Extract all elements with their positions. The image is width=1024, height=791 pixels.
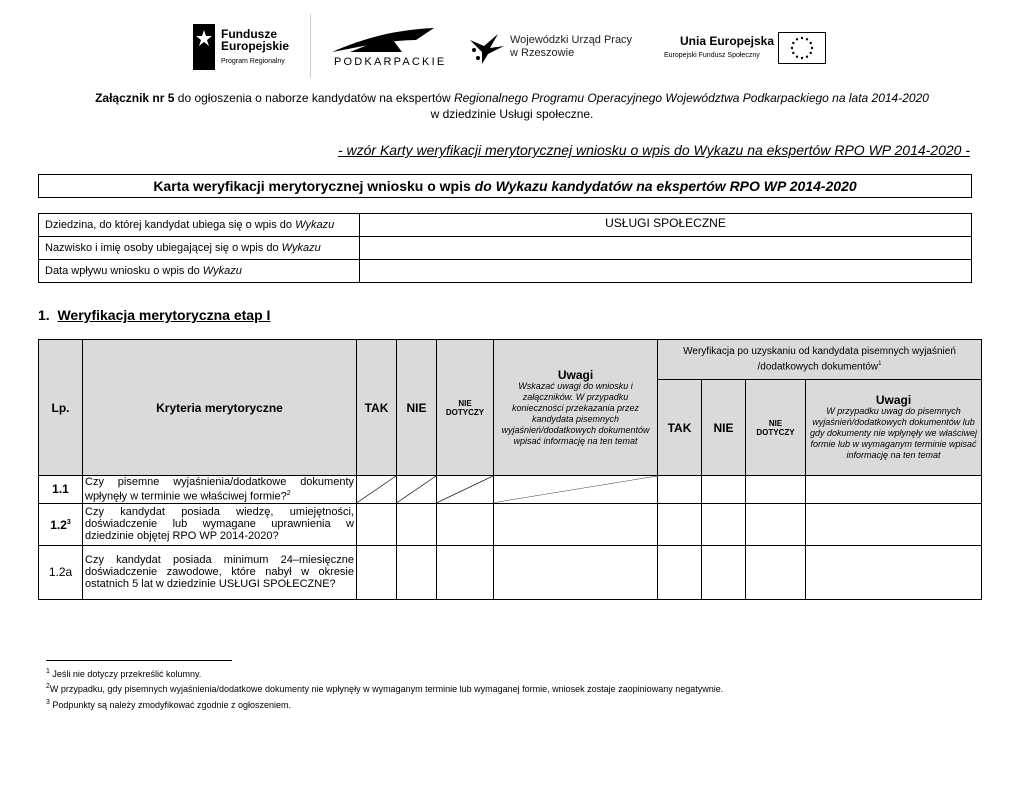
table-row	[39, 545, 982, 599]
wup-logo-line1: Wojewódzki Urząd Pracy	[510, 34, 633, 46]
row-nie-dotyczy-cell[interactable]	[437, 545, 494, 599]
podkarpackie-mountains-icon	[330, 26, 440, 54]
header-tak: TAK	[357, 340, 397, 476]
wup-logo	[468, 32, 638, 72]
fe-logo-line2: Europejskie	[221, 39, 290, 53]
row-lp: $1.2^3$	[39, 503, 83, 545]
row-nie-2-cell[interactable]	[702, 503, 746, 545]
row-lp: 1.1	[39, 476, 83, 504]
table-row	[39, 503, 982, 545]
podkarpackie-logo-text: PODKARPACKIE	[334, 56, 447, 68]
footnote-separator	[46, 660, 232, 661]
row-criterion: Czy kandydat posiada wiedzę, umiejętności, doświadczenie lub wymagane uprawnienia w dziedzinie objętej RPO WP 2014-2020?	[83, 503, 357, 545]
section-heading	[38, 307, 270, 323]
header-uwagi-2: Uwagi W przypadku uwag do pisemnych wyjaśnień/dodatkowych dokumentów lub gdy dokumenty nie wpłynęły we właściwej formie lub w wymaganym terminie wpisać informację na ten temat	[806, 380, 982, 476]
header-nie-dotyczy: NIE DOTYCZY	[437, 340, 494, 476]
row-nie-dotyczy-2-cell[interactable]	[746, 545, 806, 599]
info-row-name	[39, 237, 972, 260]
row-tak-cell[interactable]	[357, 503, 397, 545]
row-uwagi-cell[interactable]	[494, 545, 658, 599]
intro-program-name: Regionalnego Programu Operacyjnego Województwa Podkarpackiego na lata 2014-2020	[453, 91, 929, 105]
template-subtitle: - wzór Karty weryfikacji merytorycznej wniosku o wpis do Wykazu na ekspertów RPO WP 2014-2020 -	[337, 142, 970, 158]
applicant-info-table	[38, 213, 972, 283]
info-label: Data wpływu wniosku o wpis do Wykazu	[39, 260, 360, 283]
info-row-date	[39, 260, 972, 283]
intro-text: do ogłoszenia o naborze kandydatów na ekspertów	[174, 91, 454, 105]
wup-logo-line2: w Rzeszowie	[510, 47, 575, 59]
row-uwagi-crossed	[494, 476, 658, 504]
row-uwagi-2-cell[interactable]	[806, 476, 982, 504]
header-tak-2: TAK	[658, 380, 702, 476]
verification-table	[38, 339, 982, 600]
attachment-number: Załącznik nr 5	[95, 91, 175, 105]
row-nie-dotyczy-cell[interactable]	[437, 503, 494, 545]
fe-logo-line1: Fundusze	[221, 27, 277, 41]
row-tak-2-cell[interactable]	[658, 476, 702, 504]
row-tak-2-cell[interactable]	[658, 503, 702, 545]
ue-logo-line1: Unia Europejska	[680, 34, 775, 48]
application-date-field[interactable]	[360, 260, 972, 283]
title-italic: do Wykazu kandydatów na ekspertów RPO WP 2014-2020	[474, 178, 857, 194]
fundusze-europejskie-logo	[193, 24, 305, 70]
header-uwagi: Uwagi Wskazać uwagi do wniosku i załączników. W przypadku konieczności przekazania przez kandydata pisemnych wyjaśnień/dodatkowych dokumentów wpisać informację na ten temat	[494, 340, 658, 476]
eu-flag-icon	[778, 32, 826, 64]
footnote: $^1$ Jeśli nie dotyczy przekreślić kolumny.	[46, 668, 202, 679]
ue-logo-line2: Europejski Fundusz Społeczny	[664, 52, 760, 59]
row-tak-crossed	[357, 476, 397, 504]
page-title	[38, 174, 972, 198]
footnote: $^3$ Podpunkty są należy zmodyfikować zgodnie z ogłoszeniem.	[46, 699, 292, 710]
row-nie-2-cell[interactable]	[702, 476, 746, 504]
title-normal: Karta weryfikacji merytorycznej wniosku o wpis	[153, 178, 475, 194]
intro-line2: w dziedzinie Usługi społeczne.	[430, 107, 594, 121]
ue-logo	[660, 32, 830, 68]
row-uwagi-2-cell[interactable]	[806, 503, 982, 545]
section-title: Weryfikacja merytoryczna etap I	[57, 307, 271, 323]
fe-star-icon	[193, 24, 215, 70]
applicant-name-field[interactable]	[360, 237, 972, 260]
row-criterion: Czy kandydat posiada minimum 24–miesięczne doświadczenie zawodowe, które nabył w okresie ostatnich 5 lat w dziedzinie USŁUGI SPOŁECZNE?	[83, 545, 357, 599]
row-tak-2-cell[interactable]	[658, 545, 702, 599]
table-row	[39, 476, 982, 504]
row-lp: 1.2a	[39, 545, 83, 599]
row-uwagi-2-cell[interactable]	[806, 545, 982, 599]
row-criterion: Czy pisemne wyjaśnienia/dodatkowe dokumenty wpłynęły w terminie we właściwej formie?$^2$	[83, 476, 357, 504]
footnote: $^2$W przypadku, gdy pisemnych wyjaśnienia/dodatkowe dokumenty nie wpłynęły w wymaganym terminie lub wymaganej formie, wniosek zostaje zaopiniowany negatywnie.	[46, 683, 724, 694]
header-nie-dotyczy-2: NIE DOTYCZY	[746, 380, 806, 476]
info-label: Nazwisko i imię osoby ubiegającej się o wpis do Wykazu	[39, 237, 360, 260]
header-nie-2: NIE	[702, 380, 746, 476]
header-criteria: Kryteria merytoryczne	[83, 340, 357, 476]
row-nie-crossed	[397, 476, 437, 504]
section-number: 1.	[38, 307, 50, 323]
row-nie-dotyczy-2-cell[interactable]	[746, 476, 806, 504]
header-verification-after: Weryfikacja po uzyskaniu od kandydata pisemnych wyjaśnień /dodatkowych dokumentów$^1$	[658, 340, 982, 380]
attachment-intro	[0, 90, 1024, 122]
row-nie-cell[interactable]	[397, 503, 437, 545]
logo-divider	[310, 14, 311, 78]
domain-value[interactable]: USŁUGI SPOŁECZNE	[360, 214, 972, 237]
wup-bird-icon	[468, 32, 506, 66]
row-nie-2-cell[interactable]	[702, 545, 746, 599]
fe-logo-line3: Program Regionalny	[221, 58, 285, 65]
header-nie: NIE	[397, 340, 437, 476]
row-tak-cell[interactable]	[357, 545, 397, 599]
info-row-domain	[39, 214, 972, 237]
podkarpackie-logo	[316, 24, 446, 74]
header-lp: Lp.	[39, 340, 83, 476]
row-uwagi-cell[interactable]	[494, 503, 658, 545]
row-nie-dotyczy-crossed	[437, 476, 494, 504]
row-nie-cell[interactable]	[397, 545, 437, 599]
row-nie-dotyczy-2-cell[interactable]	[746, 503, 806, 545]
info-label: Dziedzina, do której kandydat ubiega się o wpis do Wykazu	[39, 214, 360, 237]
